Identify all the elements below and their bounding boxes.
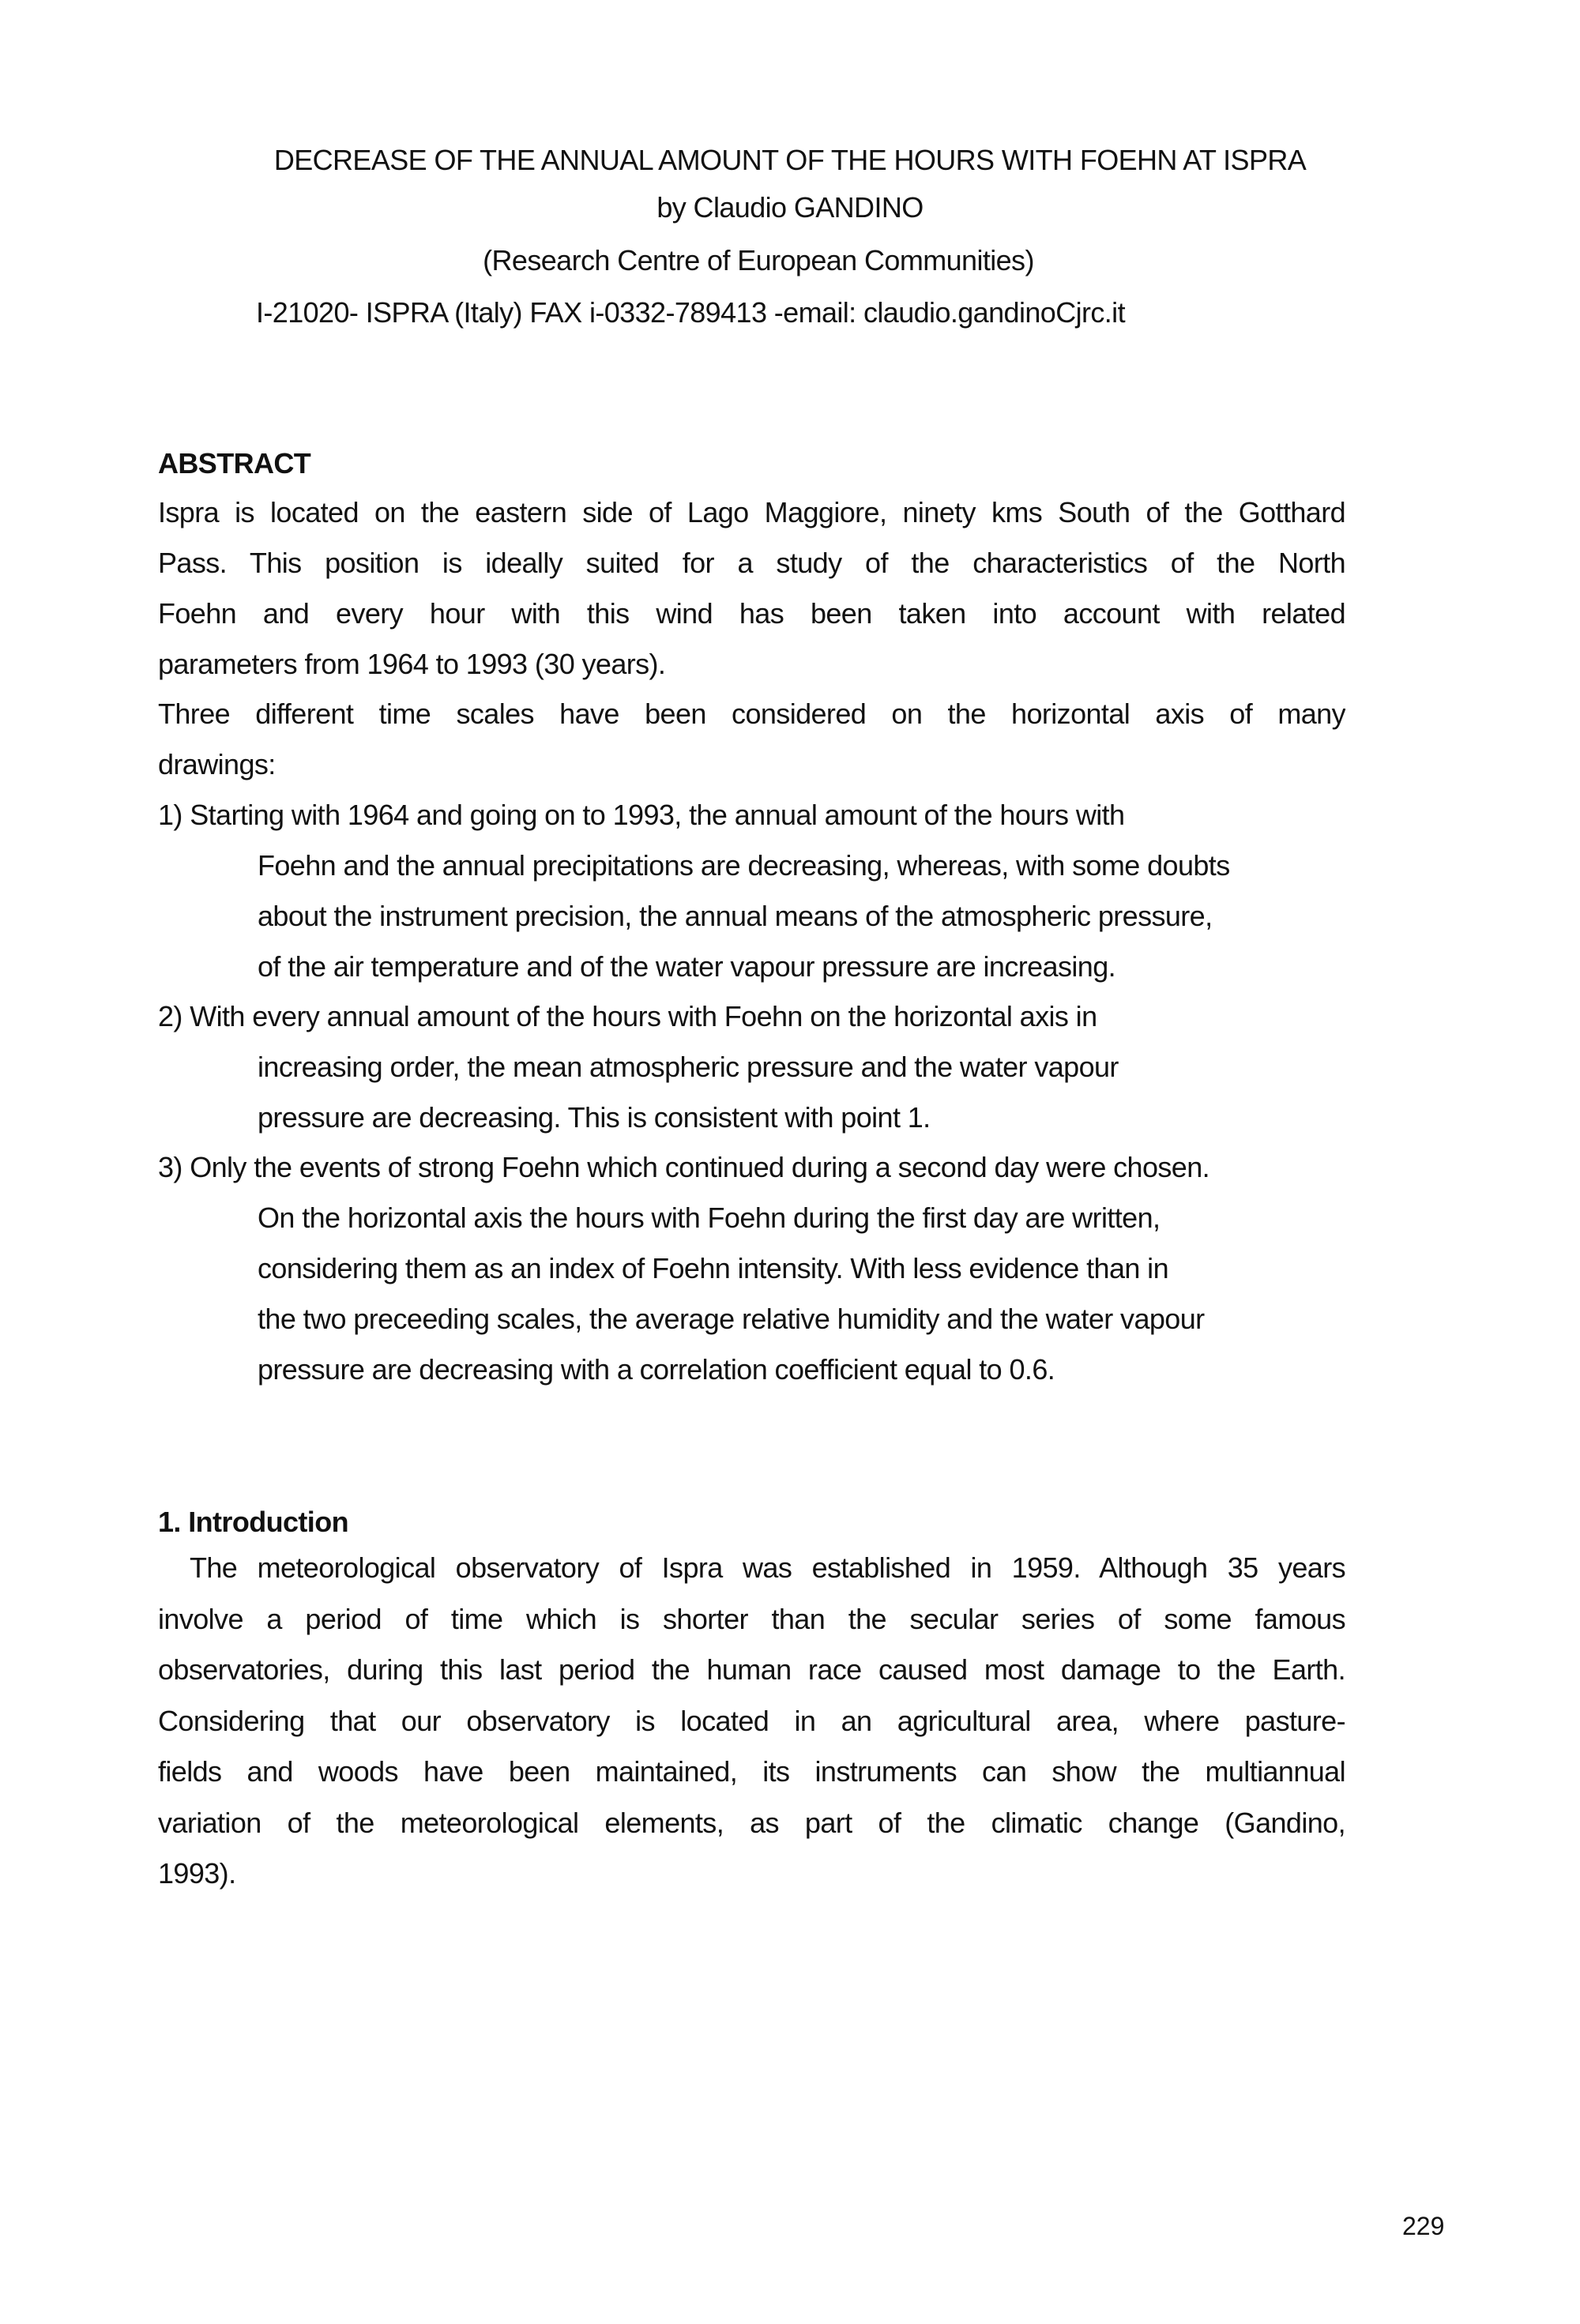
list-item-line: considering them as an index of Foehn intensity. With less evidence than in [258, 1252, 1169, 1284]
contact-line: I-21020- ISPRA (Italy) FAX i-0332-789413 -email: claudio.gandinoCjrc.it [256, 296, 1125, 329]
list-item-line: 1) Starting with 1964 and going on to 1993, the annual amount of the hours with [158, 799, 1125, 831]
affiliation: (Research Centre of European Communities) [483, 244, 1034, 276]
abstract-line: parameters from 1964 to 1993 (30 years). [158, 648, 666, 680]
list-item-line: increasing order, the mean atmospheric pressure and the water vapour [258, 1051, 1119, 1083]
page-number: 229 [1402, 2212, 1445, 2240]
list-item-line: 2) With every annual amount of the hours with Foehn on the horizontal axis in [158, 1000, 1097, 1032]
abstract-line: drawings: [158, 748, 276, 780]
abstract-line: Ispra is located on the eastern side of Lago Maggiore, ninety kms South of the Gotthard [158, 496, 1345, 528]
introduction-heading: 1. Introduction [158, 1506, 348, 1538]
abstract-heading: ABSTRACT [158, 447, 311, 479]
paper-title: DECREASE OF THE ANNUAL AMOUNT OF THE HOURS WITH FOEHN AT ISPRA [273, 144, 1307, 176]
list-item-line: pressure are decreasing. This is consistent with point 1. [258, 1101, 931, 1134]
introduction-line: variation of the meteorological elements, as part of the climatic change (Gandino, [158, 1806, 1345, 1839]
list-item-line: about the instrument precision, the annual means of the atmospheric pressure, [258, 900, 1213, 932]
list-item-line: the two preceeding scales, the average relative humidity and the water vapour [258, 1303, 1205, 1335]
list-item-line: On the horizontal axis the hours with Foehn during the first day are written, [258, 1201, 1161, 1234]
abstract-line: Three different time scales have been considered on the horizontal axis of many [158, 698, 1345, 730]
list-item-line: pressure are decreasing with a correlation coefficient equal to 0.6. [258, 1353, 1055, 1386]
abstract-line: Foehn and every hour with this wind has been taken into account with related [158, 597, 1345, 630]
introduction-line: fields and woods have been maintained, its instruments can show the multiannual [158, 1755, 1345, 1788]
list-item-line: of the air temperature and of the water vapour pressure are increasing. [258, 950, 1116, 983]
list-item-line: Foehn and the annual precipitations are decreasing, whereas, with some doubts [258, 849, 1230, 882]
introduction-line: observatories, during this last period the human race caused most damage to the Earth. [158, 1653, 1345, 1686]
abstract-line: Pass. This position is ideally suited for a study of the characteristics of the North [158, 547, 1345, 579]
author: by Claudio GANDINO [656, 191, 924, 224]
introduction-line: 1993). [158, 1857, 236, 1890]
introduction-line: involve a period of time which is shorter than the secular series of some famous [158, 1602, 1345, 1635]
list-item-line: 3) Only the events of strong Foehn which continued during a second day were chosen. [158, 1151, 1210, 1183]
introduction-line: The meteorological observatory of Ispra was established in 1959. Although 35 years [190, 1551, 1345, 1584]
introduction-line: Considering that our observatory is located in an agricultural area, where pasture- [158, 1704, 1345, 1737]
